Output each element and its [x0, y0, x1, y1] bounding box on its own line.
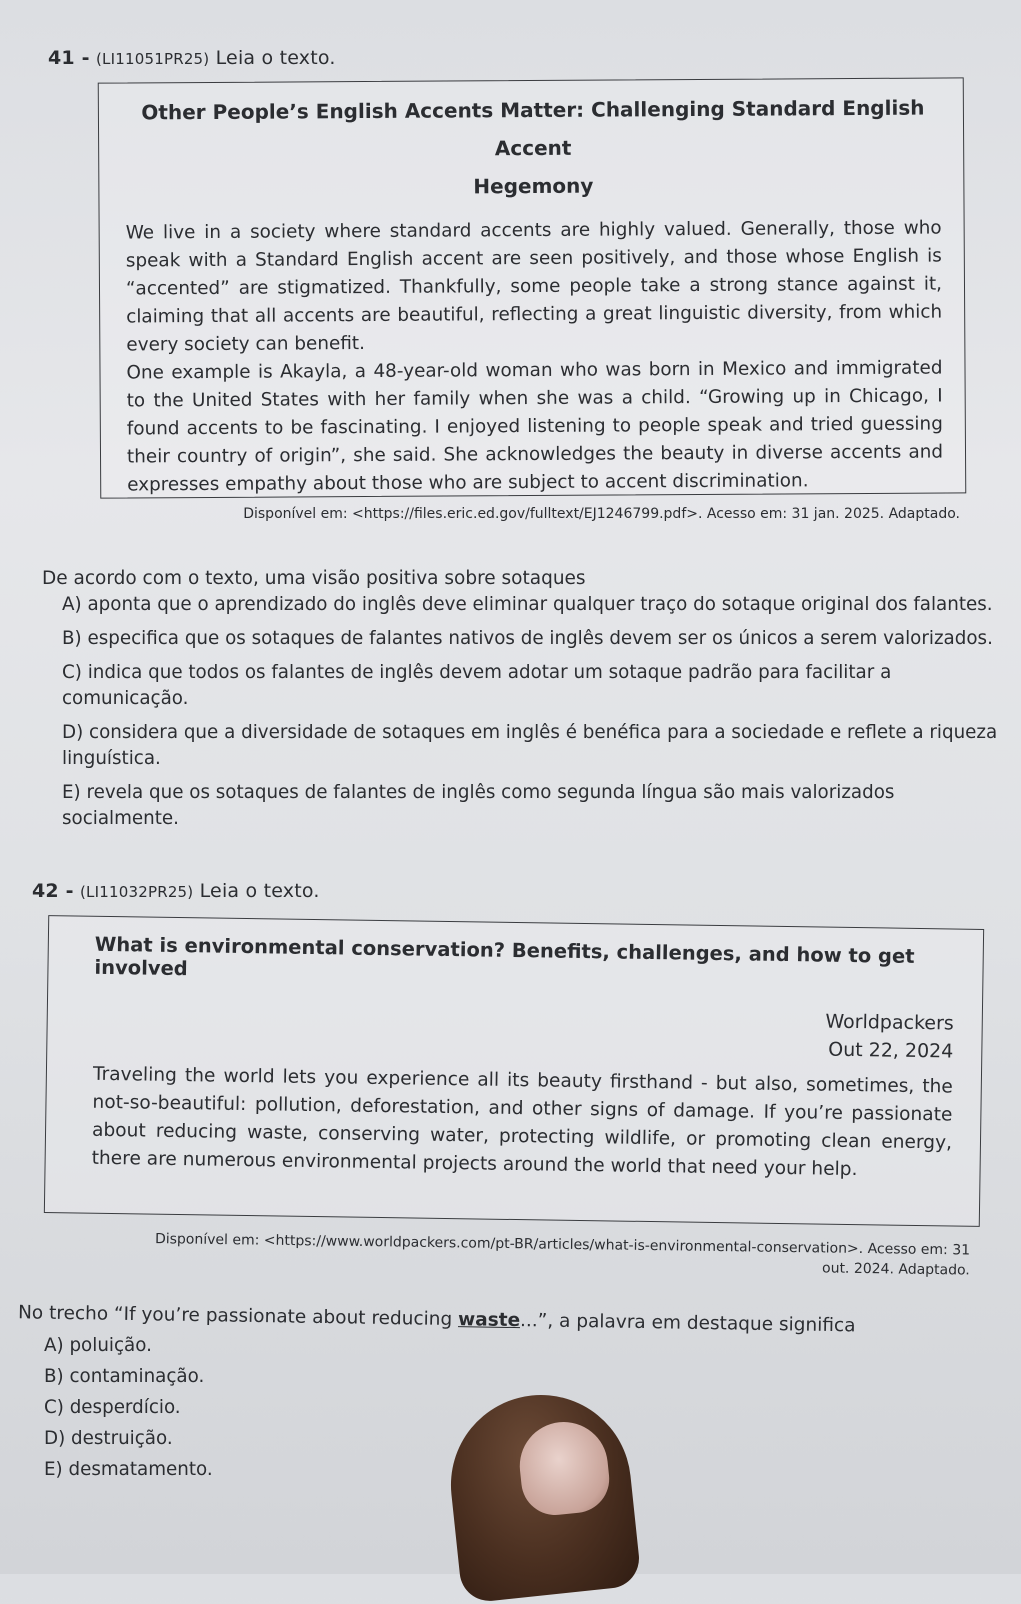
q41-code: (LI11051PR25) [96, 50, 210, 68]
q41-source: Disponível em: <https://files.eric.ed.gov/fulltext/EJ1246799.pdf>. Acesso em: 31 jan. 2025. Adaptado. [243, 506, 960, 522]
q41-options [62, 592, 1014, 832]
q42-option-b: B) contaminação. [44, 1366, 205, 1387]
q41-number: 41 - [48, 47, 90, 69]
q42-source [40, 1228, 970, 1281]
q42-author: Worldpackers [825, 1010, 954, 1035]
q42-stem-before: No trecho “If you’re passionate about reducing [17, 1302, 459, 1331]
q42-option-e: E) desmatamento. [44, 1459, 213, 1480]
q41-article-title [125, 88, 942, 207]
q42-source-line1: Disponível em: <https://www.worldpackers.com/pt-BR/articles/what-is-environmental-conservation>. Acesso em: 31 [154, 1231, 971, 1259]
q41-option-b: B) especifica que os sotaques de falantes nativos de inglês devem ser os únicos a serem valorizados. [62, 628, 993, 649]
q42-paragraph: Traveling the world lets you experience all its beauty firsthand - but also, sometimes, the not-so-beautiful: pollution, deforestation, and other signs of damage. If you’re passionate about reducing waste, conserving water, protecting wildlife, or promoting clean energy, there are numerous environmental projects around the world that need your help. [91, 1063, 953, 1181]
q41-stem: De acordo com o texto, uma visão positiva sobre sotaques [42, 568, 586, 589]
q41-heading [48, 47, 336, 69]
q42-date: Out 22, 2024 [828, 1038, 954, 1063]
q41-paragraph-2: One example is Akayla, a 48-year-old woman who was born in Mexico and immigrated to the United States with her family when she was a child. “Growing up in Chicago, I found accents to be fascinating. I enjoyed listening to people speak and tried guessing their country of origin”, she said. She acknowledges the beauty in diverse accents and expresses empathy about those who are subject to accent discrimination. [126, 357, 944, 496]
q42-article-title: What is environmental conservation? Benefits, challenges, and how to get involved [94, 932, 915, 981]
q42-text-box [44, 915, 984, 1227]
q42-option-a: A) poluição. [44, 1335, 152, 1356]
q42-options [44, 1333, 213, 1483]
q42-stem-after: ...”, a palavra em destaque significa [519, 1310, 856, 1337]
q42-option-d: D) destruição. [44, 1428, 173, 1449]
q41-option-e: E) revela que os sotaques de falantes de inglês como segunda língua são mais valorizados socialmente. [62, 782, 895, 829]
q41-option-c: C) indica que todos os falantes de inglês devem adotar um sotaque padrão para facilitar a comunicação. [62, 662, 892, 709]
q41-option-d: D) considera que a diversidade de sotaques em inglês é benéfica para a sociedade e reflete a riqueza linguística. [62, 722, 998, 769]
q41-option-a: A) aponta que o aprendizado do inglês deve eliminar qualquer traço do sotaque original dos falantes. [62, 594, 993, 615]
q42-stem-highlight: waste [457, 1309, 521, 1332]
q42-option-c: C) desperdício. [44, 1397, 181, 1418]
q41-instruction: Leia o texto. [215, 47, 336, 69]
q41-title-line2: Hegemony [473, 173, 594, 199]
q41-title-line1: Other People’s English Accents Matter: Challenging Standard English Accent [141, 95, 925, 161]
q41-text-box [98, 77, 967, 498]
q42-instruction: Leia o texto. [199, 880, 320, 902]
q42-code: (LI11032PR25) [80, 883, 194, 901]
q41-paragraph-1: We live in a society where standard accents are highly valued. Generally, those who speak with a Standard English accent are seen positively, and those whose English is “accented” are stigmatized. Thankfully, some people take a strong stance against it, claiming that all accents are beautiful, reflecting a great linguistic diversity, from which every society can benefit. [125, 217, 943, 356]
q42-heading [32, 880, 320, 902]
q42-number: 42 - [32, 880, 74, 902]
q42-source-line2: out. 2024. Adaptado. [821, 1260, 970, 1279]
q42-byline [93, 997, 954, 1066]
